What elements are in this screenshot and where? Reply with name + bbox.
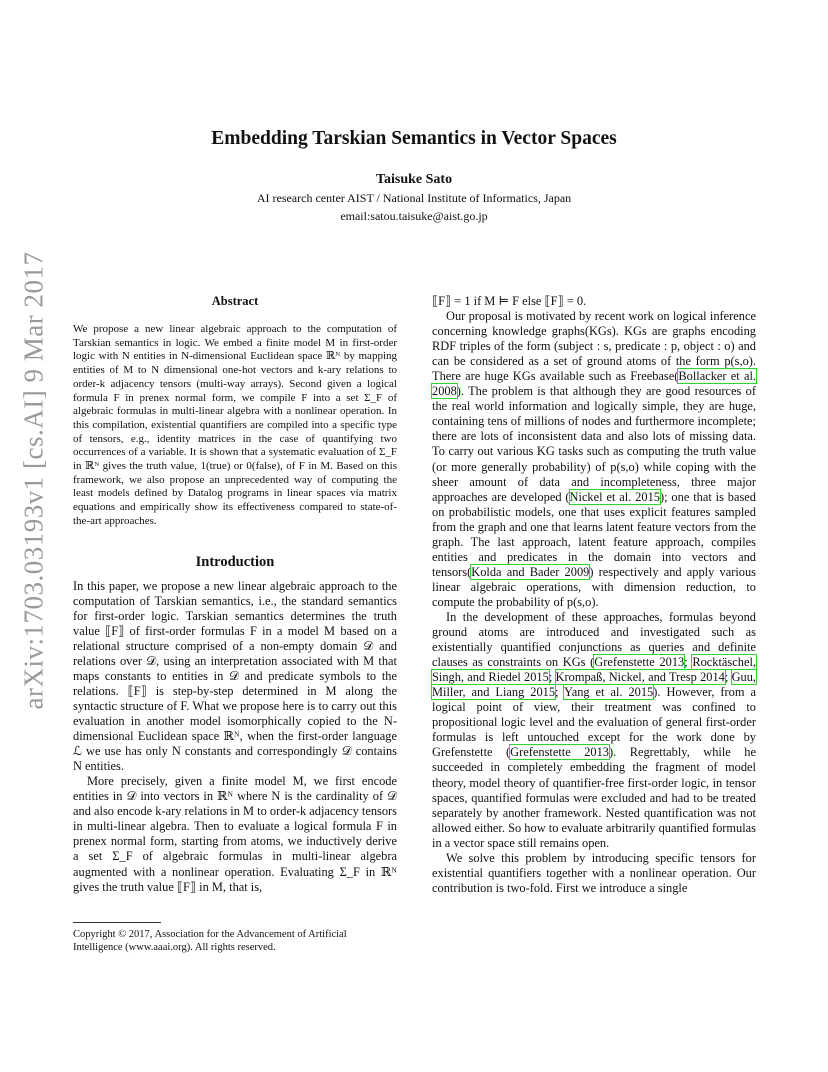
abstract-heading: Abstract bbox=[211, 294, 259, 308]
footnote-rule bbox=[73, 922, 161, 923]
citation-bollacker[interactable]: Bollacker et al. 2008 bbox=[432, 369, 756, 399]
right-paragraph-2: In the development of these approaches, formulas beyond ground atoms are introduced and investigated such as existentially quantified conjunctions as queries and definite clauses as constraints on KGs (Grefenstette 2013; Rocktäschel, Singh, and Riedel 2015; Krompaß, Nickel, and Tresp 2014; Guu, Miller, and Liang 2015; Yang et al. 2015). However, from a logical point of view, their treatment was confined to propositional logic level and the evaluation of general first-order formulas is left untouched except for the work done by Grefenstette (Grefenstette 2013). Regrettably, while he succeeded in completely embedding the fragment of model theory, model theory of quantifier-free first-order logic, in tensor spaces, quantified formulas were excluded and had to be treated separately by another framework. Nested quantification was not allowed either. So how to evaluate arbitrarily quantified formulas in a vector space still remains open. bbox=[432, 609, 757, 850]
citation-nickel[interactable]: Nickel et al. 2015 bbox=[569, 489, 660, 504]
copyright-notice: Copyright © 2017, Association for the Advancement of Artificial Intelligence (www.aaai.org). All rights reserved. bbox=[73, 929, 347, 953]
left-column bbox=[73, 294, 397, 895]
citation-yang[interactable]: Yang et al. 2015 bbox=[564, 685, 654, 700]
author-email: email:satou.taisuke@aist.go.jp bbox=[340, 209, 488, 223]
paper-header bbox=[0, 128, 828, 224]
citation-grefenstette-2[interactable]: Grefenstette 2013 bbox=[510, 745, 609, 760]
right-paragraph-1: Our proposal is motivated by recent work on logical inference concerning knowledge graphs(KGs). KGs are graphs encoding RDF triples of the form (subject : s, predicate : p, object : o) and can be considered as a set of ground atoms of the form p(s,o). There are huge KGs available such as Freebase(Bollacker et al. 2008). The problem is that although they are good resources of the real world information and logically simple, they are huge, containing tens of millions of nodes and furthermore incomplete; there are lots of inconsistent data and also lots of missing data. To carry out various KG tasks such as computing the truth value (or more generally probability) of p(s,o) while coping with the sheer amount of data and incompleteness, three major approaches are developed (Nickel et al. 2015); one that is based on probabilistic models, one that uses explicit features sampled from the graph and one that learns latent feature vectors from the graph. The last approach, latent feature approach, compiles entities and predicates in the domain into vectors and tensors(Kolda and Bader 2009) respectively and apply various linear algebraic operations, with dimension reduction, to compute the probability of p(s,o). bbox=[432, 309, 756, 609]
citation-grefenstette-1[interactable]: Grefenstette 2013 bbox=[594, 655, 685, 670]
arxiv-identifier: arXiv:1703.03193v1 [cs.AI] 9 Mar 2017 bbox=[18, 251, 49, 709]
intro-paragraph-1: In this paper, we propose a new linear algebraic approach to the computation of Tarskian semantics, i.e., the standard semantics for first-order logic. Tarskian semantics determines the truth value ⟦F⟧ of first-order formulas F in a model M based on a relational structure comprised of a non-empty domain 𝒟 and relations over 𝒟, using an interpretation associated with M that maps constants to entities in 𝒟 and predicate symbols to the relations. ⟦F⟧ is step-by-step determined in M along the syntactic structure of F. What we propose here is to carry out this evaluation in another model isomorphically copied to the N-dimensional Euclidean space ℝᴺ, when the first-order language ℒ we use has only N constants and correspondingly 𝒟 contains N entities. bbox=[73, 578, 397, 774]
intro-paragraph-2: More precisely, given a finite model M, we first encode entities in 𝒟 into vectors in ℝᴺ where N is the cardinality of 𝒟 and also encode k-ary relations in M to order-k adjacency tensors in multi-linear algebra. Then to evaluate a logical formula F in prenex normal form, starting from atoms, we inductively derive a set Σ_F of algebraic formulas in multi-linear algebra augmented with a nonlinear operation. Evaluating Σ_F in ℝᴺ gives the truth value ⟦F⟧ in M, that is, bbox=[73, 774, 397, 894]
citation-rocktaschel[interactable]: Rocktäschel, Singh, and Riedel 2015 bbox=[432, 655, 756, 685]
introduction-heading: Introduction bbox=[195, 553, 275, 570]
truth-value-formula: ⟦F⟧ = 1 if M ⊨ F else ⟦F⟧ = 0. bbox=[432, 294, 587, 308]
author-name: Taisuke Sato bbox=[375, 172, 453, 187]
paper-title: Embedding Tarskian Semantics in Vector Spaces bbox=[211, 128, 617, 149]
author-affiliation: AI research center AIST / National Institute of Informatics, Japan bbox=[256, 191, 572, 205]
citation-guu[interactable]: Guu, Miller, and Liang 2015 bbox=[432, 670, 757, 700]
right-column bbox=[432, 294, 756, 896]
right-paragraph-3: We solve this problem by introducing specific tensors for existential quantifiers together with a nonlinear operation. Our contribution is two-fold. First we introduce a single bbox=[432, 850, 756, 895]
citation-kolda[interactable]: Kolda and Bader 2009 bbox=[471, 564, 590, 579]
abstract-text: We propose a new linear algebraic approach to the computation of Tarskian semantics in logic. We embed a finite model M in first-order logic with N entities in N-dimensional Euclidean space ℝᴺ by mapping entities of M to N dimensional one-hot vectors and k-ary relations to order-k adjacency tensors (multi-way arrays). Second given a logical formula F in prenex normal form, we compile F into a set Σ_F of algebraic formulas in multi-linear algebra with a nonlinear operation. In this compilation, existential quantifiers are compiled into a specific type of tensors, e.g., identity matrices in the case of quantifying two occurrences of a variable. It is shown that a systematic evaluation of Σ_F in ℝᴺ gives the truth value, 1(true) or 0(false), of F in M. Based on this framework, we also propose an unprecedented way of computing the least models defined by Datalog programs in linear spaces via matrix equations and empirically show its effectiveness compared to state-of-the-art approaches. bbox=[73, 323, 397, 527]
citation-krompass[interactable]: Krompaß, Nickel, and Tresp 2014 bbox=[555, 670, 725, 685]
